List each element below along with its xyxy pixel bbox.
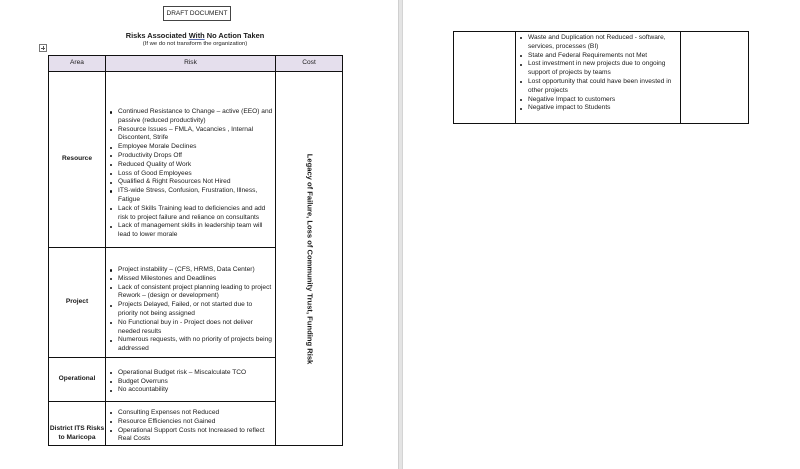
- table-move-handle-icon[interactable]: [39, 44, 47, 52]
- document-subtitle: (If we do not transform the organization): [142, 41, 248, 47]
- cost-text: Legacy of Failure, Loss of Community Trust, Funding Risk: [305, 153, 315, 364]
- list-item: No Functional buy in - Project does not deliver needed results: [118, 319, 273, 337]
- list-item: Projects Delayed, Failed, or not started due to priority not being assigned: [118, 301, 273, 319]
- title-prefix: Risks Associated: [125, 31, 189, 40]
- list-item: State and Federal Requirements not Met: [528, 52, 678, 61]
- list-item: No accountability: [118, 386, 273, 395]
- area-operational: Operational: [49, 358, 106, 402]
- draft-document-label: DRAFT DOCUMENT: [163, 6, 231, 21]
- list-item: Resource Efficiencies not Gained: [118, 418, 273, 427]
- list-item: Reduced Quality of Work: [118, 161, 273, 170]
- risk-list-district-its: [106, 409, 275, 444]
- risk-list-resource: [106, 108, 275, 240]
- area-district-its: District ITS Risks to Maricopa: [49, 402, 106, 446]
- list-item: Employee Morale Declines: [118, 143, 273, 152]
- risk-list-continuation: [516, 34, 680, 113]
- list-item: ITS-wide Stress, Confusion, Frustration, Illness, Fatigue: [118, 187, 273, 205]
- risk-list-cell: [106, 402, 276, 446]
- title-underlined-word: With: [188, 31, 205, 40]
- risk-list-project: [106, 266, 275, 354]
- list-item: Project instability – (CFS, HRMS, Data Center): [118, 266, 273, 275]
- document-title: [40, 31, 350, 40]
- header-cost: Cost: [276, 56, 343, 72]
- list-item: Resource Issues – FMLA, Vacancies , Internal Discontent, Strife: [118, 126, 273, 144]
- title-suffix: No Action Taken: [204, 31, 265, 40]
- risk-list-cell: [516, 32, 681, 124]
- list-item: Lost investment in new projects due to ongoing support of projects by teams: [528, 60, 678, 78]
- list-item: Lack of management skills in leadership team will lead to lower morale: [118, 222, 273, 240]
- cost-cell-empty: [681, 32, 749, 124]
- risk-list-cell: [106, 248, 276, 358]
- list-item: Continued Resistance to Change – active (EEO) and passive (reduced productivity): [118, 108, 273, 124]
- table-row-continuation: [454, 32, 749, 124]
- risk-table: [48, 55, 343, 446]
- header-area: Area: [49, 56, 106, 72]
- list-item: Budget Overruns: [118, 378, 273, 387]
- list-item: Lack of consistent project planning leading to project Rework – (design or development): [118, 283, 272, 300]
- header-risk: Risk: [106, 56, 276, 72]
- list-item: Waste and Duplication not Reduced - software, services, processes (BI): [528, 34, 678, 52]
- risk-list-cell: [106, 358, 276, 402]
- table-row-resource: [49, 72, 343, 248]
- area-resource: Resource: [49, 72, 106, 248]
- document-page-2: [403, 0, 800, 469]
- list-item: Loss of Good Employees: [118, 170, 273, 179]
- list-item: Productivity Drops Off: [118, 152, 273, 161]
- list-item: Lost opportunity that could have been invested in other projects: [528, 78, 678, 96]
- list-item: Operational Support Costs not Increased to reflect Real Costs: [118, 427, 273, 445]
- list-item: Missed Milestones and Deadlines: [118, 275, 273, 284]
- risk-list-cell: [106, 72, 276, 248]
- risk-list-operational: [106, 369, 275, 395]
- risk-table-continuation: [453, 31, 749, 124]
- list-item: Numerous requests, with no priority of projects being addressed: [118, 336, 272, 353]
- list-item: Negative Impact to customers: [528, 96, 678, 105]
- list-item: Operational Budget risk – Miscalculate TCO: [118, 369, 273, 378]
- list-item: Consulting Expenses not Reduced: [118, 409, 273, 418]
- table-header-row: [49, 56, 343, 72]
- area-project: Project: [49, 248, 106, 358]
- list-item: Negative impact to Students: [528, 104, 678, 113]
- area-cell-empty: [454, 32, 516, 124]
- document-page-1: [0, 0, 398, 469]
- cost-cell: [276, 72, 343, 446]
- list-item: Lack of Skills Training lead to deficiencies and add risk to project failure and reliance on consultants: [118, 205, 273, 223]
- list-item: Qualified & Right Resources Not Hired: [118, 178, 273, 187]
